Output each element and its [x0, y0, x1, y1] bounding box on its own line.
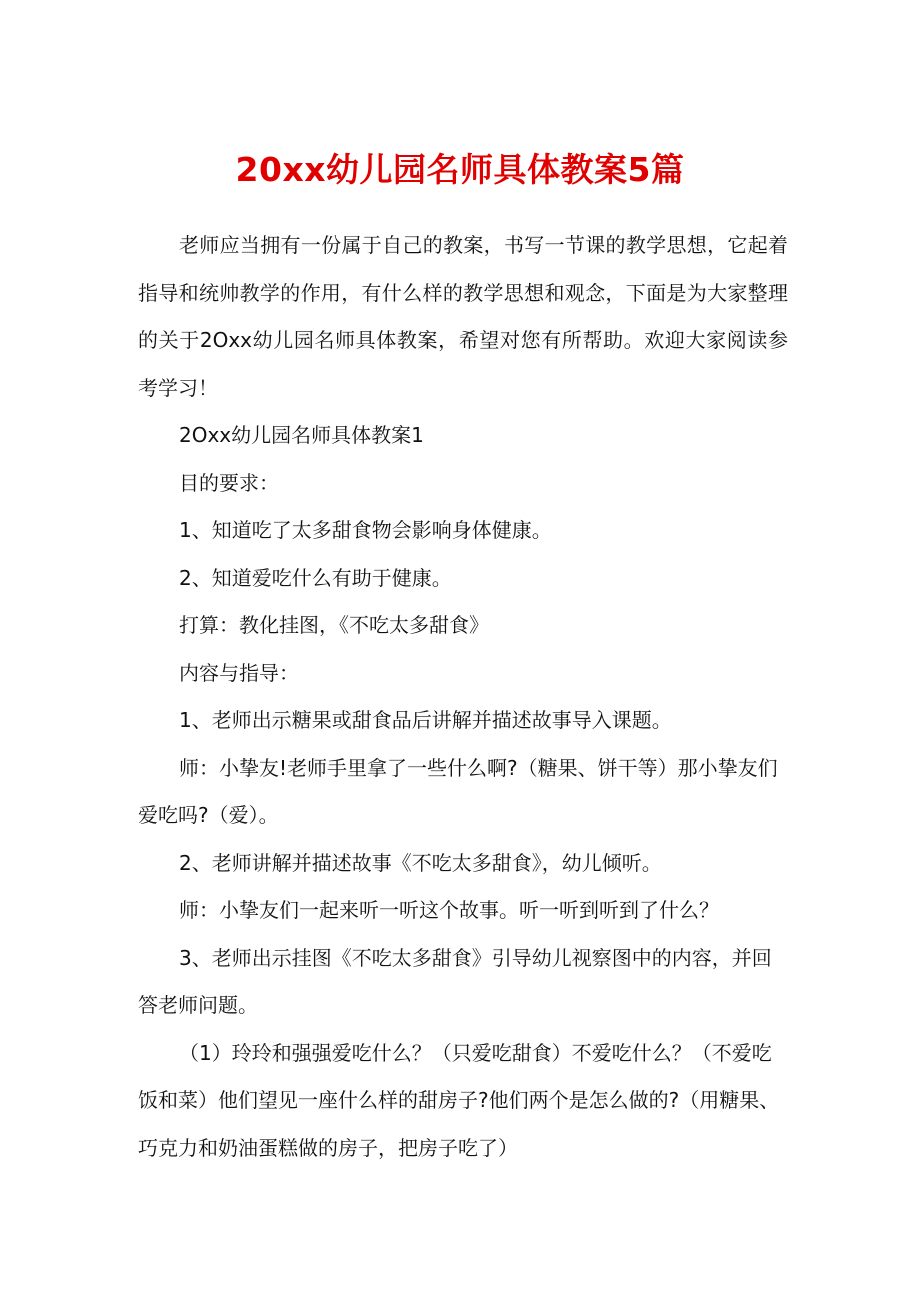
- paragraph: 3、老师出示挂图《不吃太多甜食》引导幼儿视察图中的内容，并回答老师问题。: [138, 945, 772, 1017]
- paragraph: 打算：教化挂图，《不吃太多甜食》: [179, 613, 489, 637]
- paragraph: 1、老师出示糖果或甜食品后讲解并描述故事导入课题。: [179, 708, 672, 732]
- paragraph: 内容与指导：: [179, 660, 299, 685]
- paragraph: 师：小挚友们一起来听一听这个故事。听一听到听到了什么？: [179, 898, 719, 922]
- paragraph: 目的要求：: [179, 470, 279, 495]
- paragraph: 2、老师讲解并描述故事《不吃太多甜食》，幼儿倾听。: [179, 850, 662, 875]
- document-title: 20xx幼儿园名师具体教案5篇: [235, 150, 685, 189]
- paragraph: 1、知道吃了太多甜食物会影响身体健康。: [179, 518, 552, 542]
- paragraph: （1）玲玲和强强爱吃什么？（只爱吃甜食）不爱吃什么？（不爱吃饭和菜）他们望见一座什么样的甜房子?他们两个是怎么做的?（用糖果、巧克力和奶油蛋糕做的房子，把房子吃了）: [138, 1040, 780, 1160]
- section-heading: 2Oxx幼儿园名师具体教案1: [179, 423, 424, 447]
- paragraph: 师：小挚友!老师手里拿了一些什么啊?（糖果、饼干等）那小挚友们爱吃吗?（爱）。: [138, 755, 778, 827]
- document-body: [138, 222, 788, 1172]
- intro-paragraph: 老师应当拥有一份属于自己的教案，书写一节课的教学思想，它起着指导和统帅教学的作用，有什么样的教学思想和观念，下面是为大家整理的关于2Oxx幼儿园名师具体教案，希望对您有所帮助。欢迎大家阅读参考学习！: [138, 233, 788, 400]
- paragraph: 2、知道爱吃什么有助于健康。: [179, 565, 452, 590]
